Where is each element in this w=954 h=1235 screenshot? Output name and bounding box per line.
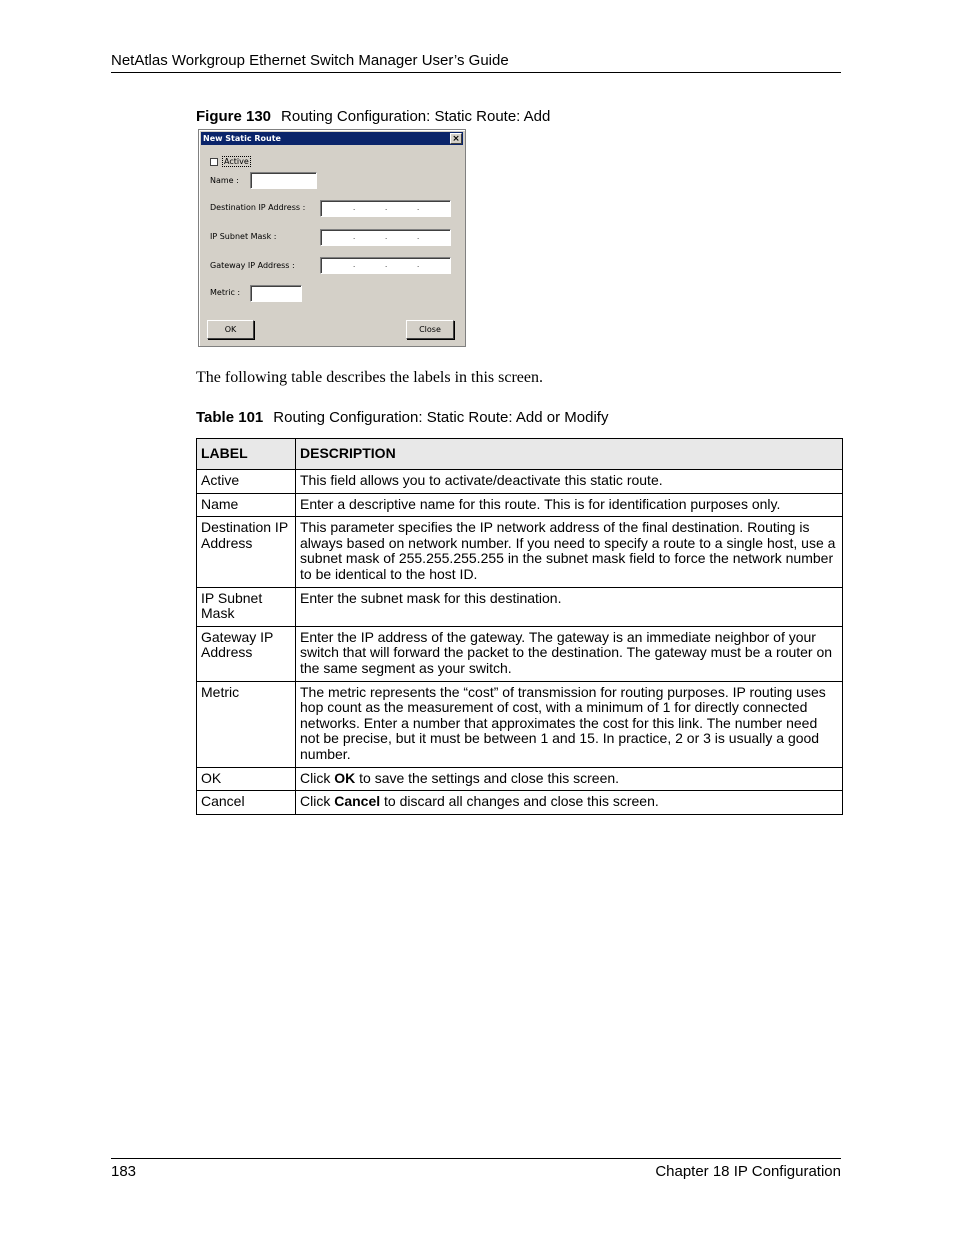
figure-number: Figure 130 — [196, 108, 272, 125]
row-description — [296, 791, 843, 815]
desc-bold-term: OK — [334, 769, 356, 786]
row-label: Cancel — [197, 791, 296, 815]
row-label: Active — [197, 470, 296, 494]
table-row — [197, 470, 843, 494]
row-description — [296, 767, 843, 791]
row-description: Enter the IP address of the gateway. The gateway is an immediate neighbor of your switch that will forward the packet to the destination. The gateway must be a router on the same segment as your switch. — [296, 626, 843, 681]
page-footer — [111, 1158, 841, 1180]
row-description: Enter a descriptive name for this route. This is for identification purposes only. — [296, 493, 843, 517]
ip-separator: . — [385, 233, 388, 241]
row-label: IP Subnet Mask — [197, 587, 296, 626]
metric-input[interactable] — [250, 285, 302, 302]
active-checkbox[interactable] — [210, 158, 218, 166]
destination-ip-input[interactable] — [320, 200, 451, 217]
row-description: This parameter specifies the IP network address of the final destination. Routing is always based on network number. If you need to specify a route to a single host, use a subnet mask of 255.255.255.255 in the subnet mask field to force the network number to be identical to the host ID. — [296, 517, 843, 587]
desc-text: Click — [300, 769, 335, 786]
table-row — [197, 791, 843, 815]
subnet-mask-label: IP Subnet Mask : — [210, 232, 277, 241]
dialog-titlebar — [201, 132, 463, 145]
active-label: Active — [224, 157, 249, 166]
desc-text: Click — [300, 793, 335, 810]
ip-separator: . — [417, 204, 420, 212]
ip-separator: . — [417, 261, 420, 269]
row-description: The metric represents the “cost” of transmission for routing purposes. IP routing uses hop count as the measurement of cost, with a minimum of 1 for directly connected networks. Enter a number that approximates the cost for this link. The number need not be precise, but it must be between 1 and 15. In practice, 2 or 3 is usually a good number. — [296, 681, 843, 767]
name-input[interactable] — [250, 172, 317, 189]
gateway-ip-label: Gateway IP Address : — [210, 261, 295, 270]
ip-separator: . — [417, 233, 420, 241]
figure-title: Routing Configuration: Static Route: Add — [281, 108, 551, 125]
row-label: Name — [197, 493, 296, 517]
dialog-title: New Static Route — [203, 134, 281, 143]
metric-label: Metric : — [210, 288, 241, 297]
row-description: Enter the subnet mask for this destination. — [296, 587, 843, 626]
subnet-mask-input[interactable] — [320, 229, 451, 246]
row-label: OK — [197, 767, 296, 791]
destination-ip-label: Destination IP Address : — [210, 203, 306, 212]
page-header — [111, 52, 841, 73]
row-label: Metric — [197, 681, 296, 767]
table-title: Routing Configuration: Static Route: Add or Modify — [273, 409, 609, 426]
ip-separator: . — [385, 261, 388, 269]
ip-separator: . — [385, 204, 388, 212]
row-description: This field allows you to activate/deactivate this static route. — [296, 470, 843, 494]
table-row — [197, 493, 843, 517]
table-row — [197, 626, 843, 681]
ip-separator: . — [353, 204, 356, 212]
intro-paragraph: The following table describes the labels in this screen. — [196, 369, 544, 386]
desc-text: to discard all changes and close this screen. — [380, 793, 659, 810]
new-static-route-dialog — [198, 129, 466, 347]
gateway-ip-input[interactable] — [320, 257, 451, 274]
desc-text: to save the settings and close this screen. — [355, 769, 620, 786]
column-header-description: DESCRIPTION — [296, 439, 843, 470]
figure-caption — [196, 108, 550, 125]
header-title: NetAtlas Workgroup Ethernet Switch Manager User’s Guide — [111, 52, 509, 69]
table-row — [197, 767, 843, 791]
name-label: Name : — [210, 176, 239, 185]
desc-bold-term: Cancel — [334, 793, 381, 810]
table-header-row — [197, 439, 843, 470]
table-number: Table 101 — [196, 409, 264, 426]
ok-button[interactable]: OK — [207, 320, 254, 339]
table-row — [197, 587, 843, 626]
row-label: Gateway IP Address — [197, 626, 296, 681]
page-number: 183 — [111, 1163, 137, 1180]
ip-separator: . — [353, 261, 356, 269]
close-button[interactable]: Close — [406, 320, 454, 339]
table-row — [197, 517, 843, 587]
table-caption — [196, 409, 608, 426]
label-description-table — [196, 438, 843, 815]
close-icon[interactable]: × — [450, 133, 462, 144]
chapter-title: Chapter 18 IP Configuration — [655, 1163, 841, 1180]
column-header-label: LABEL — [197, 439, 296, 470]
ip-separator: . — [353, 233, 356, 241]
row-label: Destination IP Address — [197, 517, 296, 587]
table-row — [197, 681, 843, 767]
